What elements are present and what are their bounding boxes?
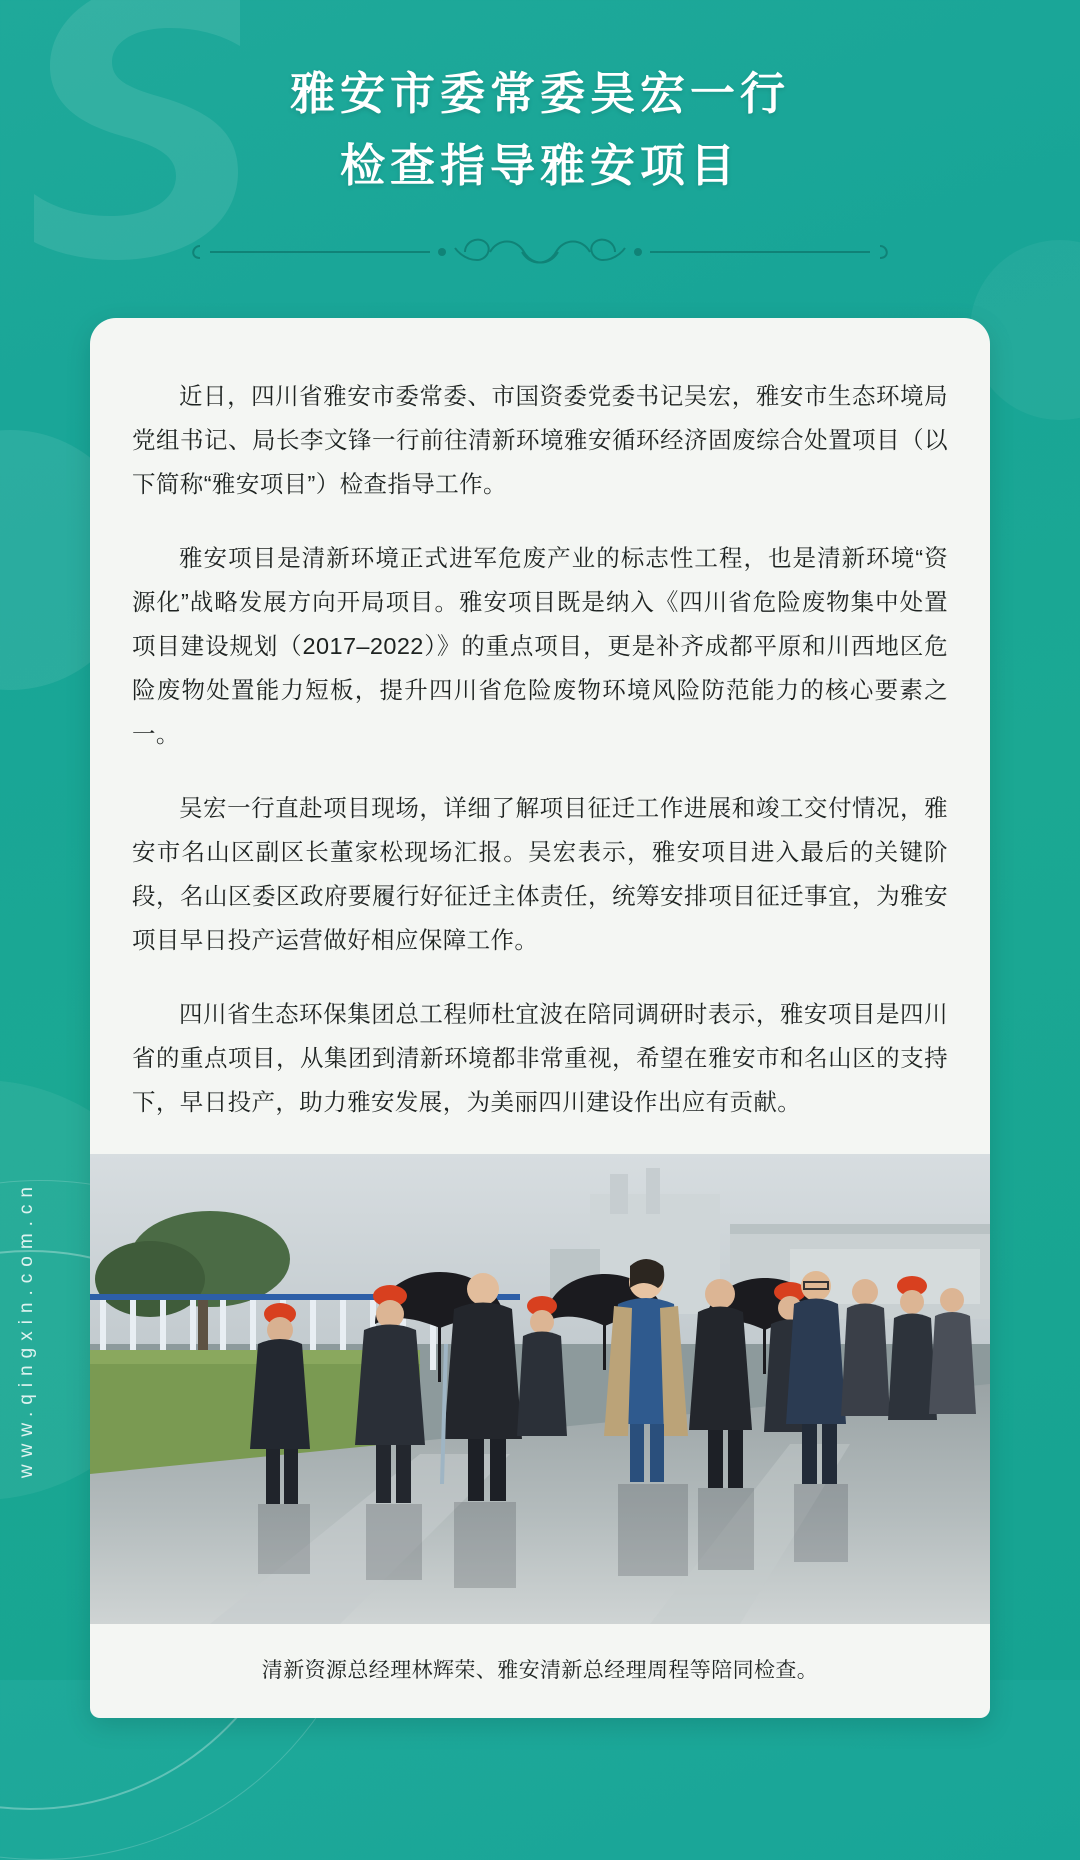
article-body	[90, 374, 990, 1124]
photo-caption: 清新资源总经理林辉荣、雅安清新总经理周程等陪同检查。	[261, 1659, 819, 1682]
article-paragraph: 近日，四川省雅安市委常委、市国资委党委书记吴宏，雅安市生态环境局党组书记、局长李文锋一行前往清新环境雅安循环经济固废综合处置项目（以下简称“雅安项目”）检查指导工作。	[132, 383, 948, 497]
page-title-line-1: 雅安市委常委吴宏一行	[289, 68, 790, 119]
site-url: www.qingxin.com.cn	[16, 1180, 37, 1479]
article-paragraph: 吴宏一行直赴项目现场，详细了解项目征迁工作进展和竣工交付情况，雅安市名山区副区长董家松现场汇报。吴宏表示，雅安项目进入最后的关键阶段，名山区委区政府要履行好征迁主体责任，统筹安排项目征迁事宜，为雅安项目早日投产运营做好相应保障工作。	[132, 795, 948, 953]
page-title-line-2: 检查指导雅安项目	[339, 140, 740, 191]
ornamental-divider-icon	[180, 230, 900, 274]
article-paragraph: 雅安项目是清新环境正式进军危废产业的标志性工程，也是清新环境“资源化”战略发展方向开局项目。雅安项目既是纳入《四川省危险废物集中处置项目建设规划（2017–2022）》的重点项目，更是补齐成都平原和川西地区危险废物处置能力短板，提升四川省危险废物环境风险防范能力的核心要素之一。	[132, 545, 948, 747]
article-photo	[90, 1154, 990, 1624]
article-card	[90, 318, 990, 1718]
photo-illustration	[90, 1154, 990, 1624]
article-paragraph: 四川省生态环保集团总工程师杜宜波在陪同调研时表示，雅安项目是四川省的重点项目，从集团到清新环境都非常重视，希望在雅安市和名山区的支持下，早日投产，助力雅安发展，为美丽四川建设作出应有贡献。	[132, 1001, 948, 1115]
page-header	[0, 0, 1080, 274]
ornamental-divider	[180, 230, 900, 274]
